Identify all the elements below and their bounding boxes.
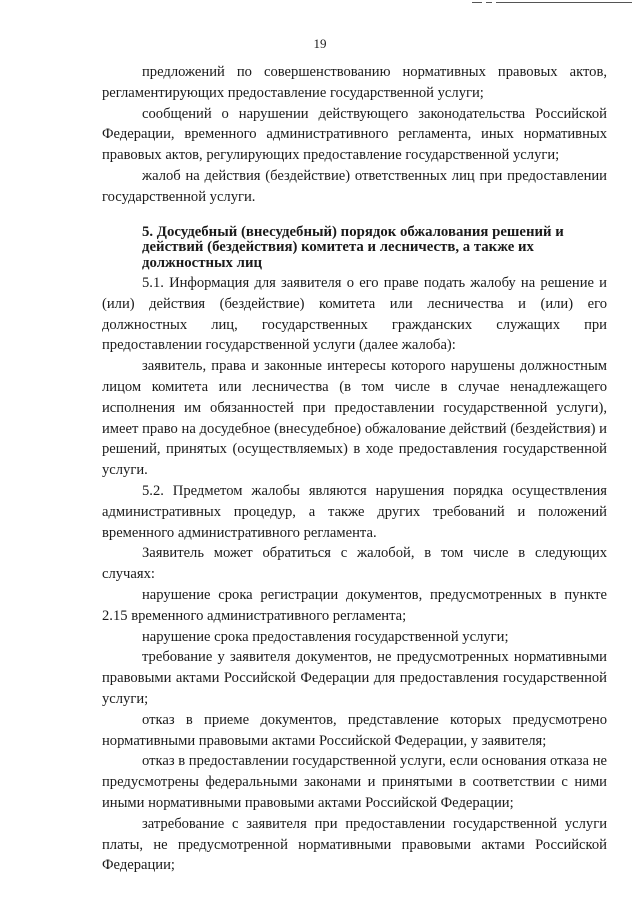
list-item: требование у заявителя документов, не предусмотренных нормативными правовыми актами Российской Федерации для предоставления государственной услуги; xyxy=(102,649,607,708)
list-item: отказ в предоставлении государственной услуги, если основания отказа не предусмотрены федеральными законами и принятыми в соответствии с ними иными нормативными правовыми актами Российской Федерации; xyxy=(102,753,607,811)
list-item: отказ в приеме документов, представление которых предусмотрено нормативными правовыми актами Российской Федерации, у заявителя; xyxy=(102,711,607,749)
list-item: нарушение срока предоставления государственной услуги; xyxy=(142,628,509,645)
page-number: 19 xyxy=(313,36,327,51)
paragraph: предложений по совершенствованию нормативных правовых актов, регламентирующих предоставление государственной услуги; xyxy=(102,64,607,101)
list-item: нарушение срока регистрации документов, предусмотренных в пункте 2.15 временного административного регламента; xyxy=(102,587,607,624)
paragraph: сообщений о нарушении действующего законодательства Российской Федерации, временного административного регламента, иных нормативных правовых актов, регулирующих предоставление государственной услуги; xyxy=(102,105,607,164)
paragraph: 5.1. Информация для заявителя о его праве подать жалобу на решение и (или) действия (бездействие) комитета или лесничества и (или) его должностных лиц, государственных гражданских служащих при предоставлении государственной услуги (далее жалоба): xyxy=(102,275,607,354)
paragraph: Заявитель может обратиться с жалобой, в том числе в следующих случаях: xyxy=(102,545,607,583)
paragraph: заявитель, права и законные интересы которого нарушены должностным лицом комитета или лесничества (в том числе в случае ненадлежащего исполнения им обязанностей при предоставлении государственной услуги), имеет право на досудебное (внесудебное) обжалование действий (бездействия) и решений, принятых (осуществляемых) в ходе предоставления государственной услуги. xyxy=(102,358,607,479)
scan-corner-mark xyxy=(472,0,632,6)
paragraph: жалоб на действия (бездействие) ответственных лиц при предоставлении государственной услуги. xyxy=(102,167,607,205)
paragraph: 5.2. Предметом жалобы являются нарушения порядка осуществления административных процедур, а также других требований и положений временного административного регламента. xyxy=(102,483,607,541)
list-item: затребование с заявителя при предоставлении государственной услуги платы, не предусмотренной нормативными правовыми актами Российской Федерации; xyxy=(102,815,607,874)
document-body xyxy=(102,62,607,876)
section-heading: 5. Досудебный (внесудебный) порядок обжалования решений и действий (бездействия) комитета и лесничеств, а также их должностных лиц xyxy=(142,223,564,271)
